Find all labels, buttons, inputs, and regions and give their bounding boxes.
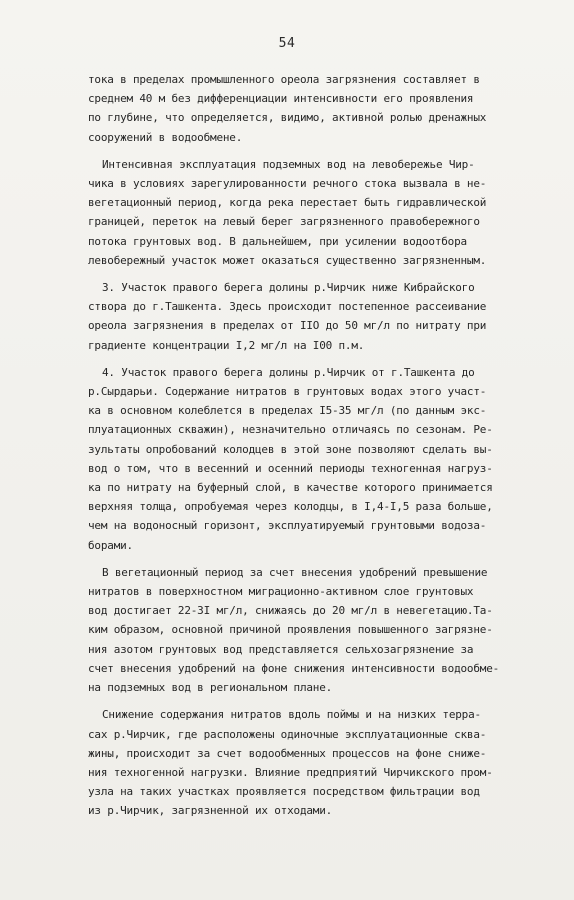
body-text [88, 70, 556, 829]
text-line: левобережный участок может оказаться существенно загрязненным. [88, 253, 487, 267]
text-line: В вегетационный период за счет внесения удобрений превышение [102, 565, 488, 579]
text-line: ореола загрязнения в пределах от IIO до 50 мг/л по нитрату при [88, 319, 487, 333]
text-line: 3. Участок правого берега долины р.Чирчик ниже Кибрайского [102, 281, 475, 295]
text-line: вод о том, что в весенний и осенний периоды техногенная нагруз- [88, 461, 493, 475]
text-line: чика в условиях зарегулированности речного стока вызвала в не- [88, 177, 487, 191]
text-line: сооружений в водообмене. [88, 130, 243, 144]
text-line: счет внесения удобрений на фоне снижения интенсивности водообме- [88, 661, 500, 675]
text-line: вод достигает 22-3I мг/л, снижаясь до 20 мг/л в невегетацию.Та- [88, 604, 493, 618]
text-line: плуатационных скважин), незначительно отличаясь по сезонам. Ре- [88, 423, 493, 437]
text-line: Снижение содержания нитратов вдоль поймы и на низких терра- [102, 708, 481, 722]
text-line: ка по нитрату на буферный слой, в качестве которого принимается [88, 481, 493, 495]
text-line: жины, происходит за счет водообменных процессов на фоне сниже- [88, 746, 487, 760]
text-line: градиенте концентрации I,2 мг/л на I00 п.м. [88, 338, 365, 352]
text-line: верхняя толща, опробуемая через колодцы, в I,4-I,5 раза больше, [88, 500, 493, 514]
paragraph-4 [88, 363, 556, 555]
text-line: вегетационный период, когда река перестает быть гидравлической [88, 196, 487, 210]
text-line: ка в основном колеблется в пределах I5-35 мг/л (по данным экс- [88, 404, 487, 418]
paragraph-1 [88, 70, 556, 147]
text-line: тока в пределах промышленного ореола загрязнения составляет в [88, 73, 480, 86]
text-line: среднем 40 м без дифференциации интенсивности его проявления [88, 92, 474, 106]
text-line: на подземных вод в региональном плане. [88, 681, 333, 695]
text-line: р.Сырдарьи. Содержание нитратов в грунтовых водах этого участ- [88, 385, 487, 399]
text-line: из р.Чирчик, загрязненной их отходами. [88, 804, 333, 818]
text-line: границей, переток на левый берег загрязненного правобережного [88, 215, 480, 229]
text-line: ния техногенной нагрузки. Влияние предприятий Чирчикского пром- [88, 765, 493, 779]
paragraph-5 [88, 563, 556, 697]
paragraph-3 [88, 278, 556, 355]
page-number: 54 [278, 36, 296, 51]
paragraph-6 [88, 705, 556, 820]
text-line: потока грунтовых вод. В дальнейшем, при усилении водоотбора [88, 234, 467, 248]
text-line: по глубине, что определяется, видимо, активной ролью дренажных [88, 111, 487, 125]
paragraph-2 [88, 155, 556, 270]
text-line: зультаты опробований колодцев в этой зоне позволяют сделать вы- [88, 442, 493, 456]
text-line: ния азотом грунтовых вод представляется сельхозагрязнение за [88, 642, 474, 656]
text-line: ким образом, основной причиной проявления повышенного загрязне- [88, 623, 493, 637]
text-line: чем на водоносный горизонт, эксплуатируемый грунтовыми водоза- [88, 519, 487, 533]
text-line: 4. Участок правого берега долины р.Чирчик от г.Ташкента до [102, 365, 475, 379]
text-line: Интенсивная эксплуатация подземных вод на левобережье Чир- [102, 157, 475, 171]
text-line: створа до г.Ташкента. Здесь происходит постепенное рассеивание [88, 300, 487, 314]
text-line: сах р.Чирчик, где расположены одиночные эксплуатационные сква- [88, 727, 487, 741]
text-line: нитратов в поверхностном миграционно-активном слое грунтовых [88, 585, 474, 599]
text-line: борами. [88, 538, 133, 552]
text-line: узла на таких участках проявляется посредством фильтрации вод [88, 785, 480, 799]
